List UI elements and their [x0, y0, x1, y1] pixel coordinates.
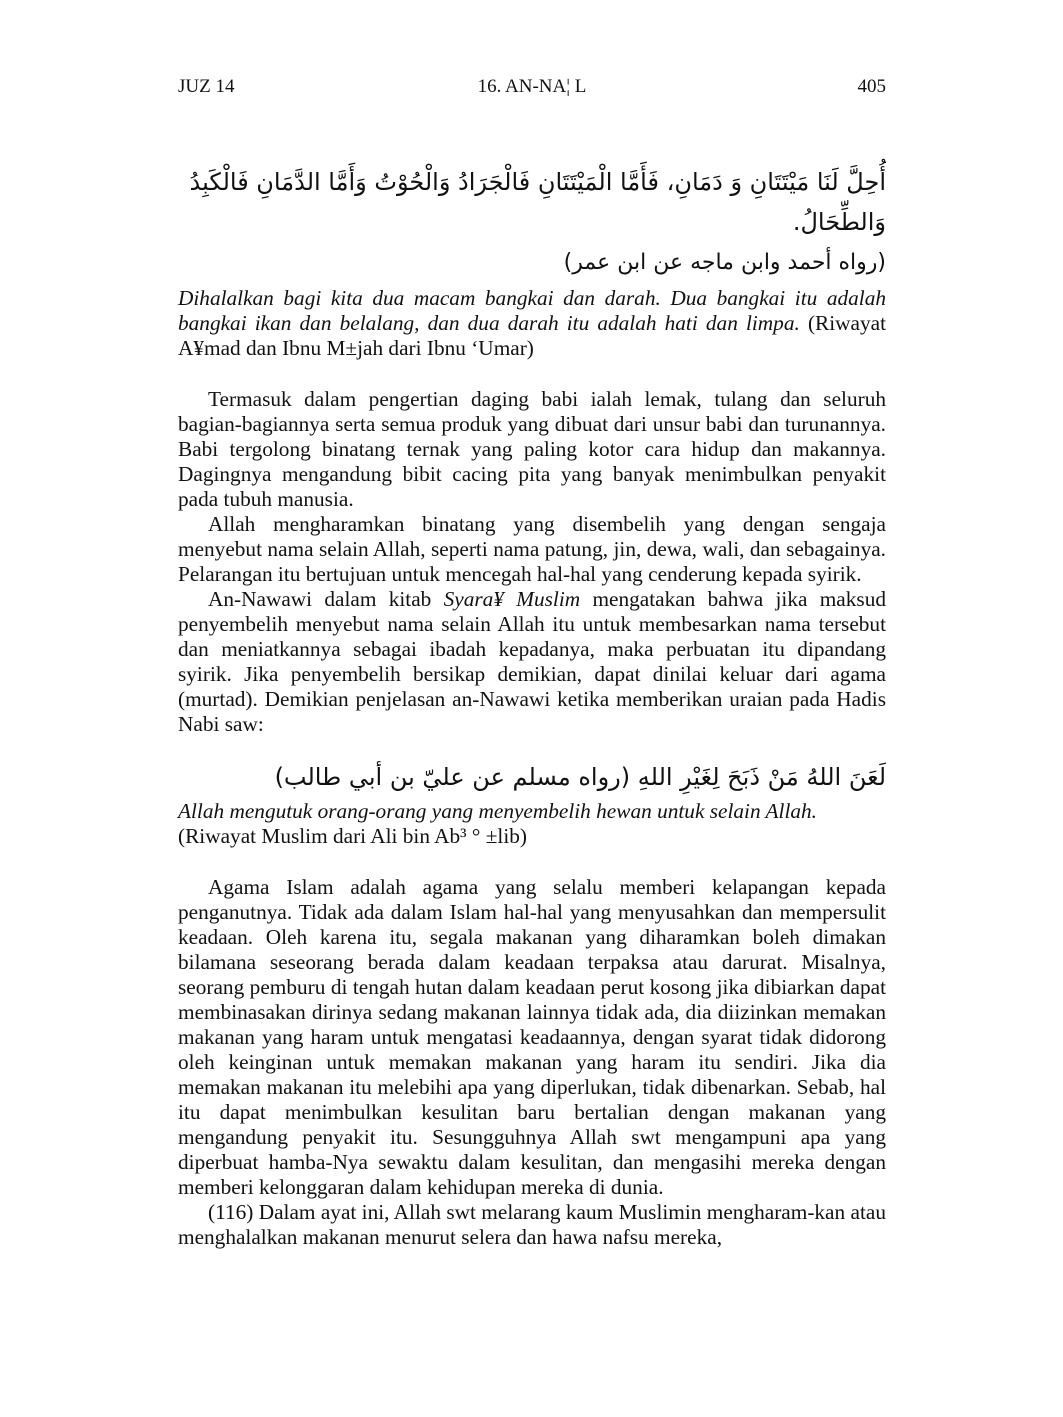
nawawi-intro: An-Nawawi dalam kitab [208, 587, 444, 611]
chapter-title: 16. AN-NA¦ L [477, 76, 587, 97]
paragraph-nawawi [178, 587, 886, 737]
hadith-arabic-2: لَعَنَ اللهُ مَنْ ذَبَحَ لِغَيْرِ اللهِ (رواه مسلم عن عليّ بن أبي طالب) [274, 763, 886, 791]
page-header [178, 76, 886, 100]
paragraph-slaughter: Allah mengharamkan binatang yang disembelih yang dengan sengaja menyebut nama selain Allah, seperti nama patung, jin, dewa, wali, dan sebagainya. Pelarangan itu bertujuan untuk mencegah hal-hal yang cenderung kepada syirik. [178, 512, 886, 586]
page-number: 405 [857, 76, 886, 97]
hadith-translation-2 [178, 799, 886, 849]
nawawi-body: mengatakan bahwa jika maksud penyembelih menyebut nama selain Allah itu untuk membesarkan nama tersebut dan meniatkannya sebagai ibadah kepadanya, maka perbuatan itu dipandang syirik. Jika penyembelih bersikap demikian, dapat dinilai keluar dari agama (murtad). Demikian penjelasan an-Nawawi ketika memberikan uraian pada Hadis Nabi saw: [178, 587, 886, 736]
hadith-arabic-1: أُحِلَّ لَنَا مَيْتَتَانِ وَ دَمَانِ، فَأَمَّا الْمَيْتَتَانِ فَالْجَرَادُ وَالْحُوْتُ وَأَمَّا الدَّمَانِ فَالْكَبِدُ وَالطِّحَالُ. [189, 168, 886, 236]
paragraph-pork: Termasuk dalam pengertian daging babi ialah lemak, tulang dan seluruh bagian-bagiannya serta semua produk yang dibuat dari unsur babi dan turunannya. Babi tergolong binatang ternak yang paling kotor cara hidup dan makannya. Dagingnya mengandung bibit cacing pita yang banyak menimbulkan penyakit pada tubuh manusia. [178, 387, 886, 511]
translation-source-1: (Riwayat A¥mad dan Ibnu M±jah dari Ibnu ‘Umar) [178, 311, 887, 360]
paragraph-darurat: Agama Islam adalah agama yang selalu memberi kelapangan kepada penganutnya. Tidak ada dalam Islam hal-hal yang menyusahkan dan mempersulit keadaan. Oleh karena itu, segala makanan yang diharamkan boleh dimakan bilamana seseorang berada dalam keadaan terpaksa atau darurat. Misalnya, seorang pemburu di tengah hutan dalam keadaan perut kosong jika dibiarkan dapat membinasakan dirinya sedang makanan lainnya tidak ada, dia diizinkan memakan makanan yang haram untuk mengatasi keadaannya, dengan syarat tidak didorong oleh keinginan untuk memakan makanan yang haram itu sendiri. Jika dia memakan makanan itu melebihi apa yang diperlukan, tidak dibenarkan. Sebab, hal itu dapat menimbulkan kesulitan baru bertalian dengan makanan yang mengandung penyakit itu. Sesungguhnya Allah swt mengampuni apa yang diperbuat hamba-Nya sewaktu dalam kesulitan, dan mengasihi mereka dengan memberi kelonggaran dalam kehidupan mereka di dunia. [178, 875, 886, 1199]
page-body [178, 162, 886, 1250]
hadith-narration-1: (رواه أحمد وابن ماجه عن ابن عمر) [563, 250, 886, 275]
book-title: Syara¥ Muslim [443, 587, 581, 611]
translation-text-2: Allah mengutuk orang-orang yang menyembelih hewan untuk selain Allah. [178, 799, 817, 823]
translation-source-2: (Riwayat Muslim dari Ali bin Ab³ ° ±lib) [178, 824, 527, 848]
paragraph-verse-116: (116) Dalam ayat ini, Allah swt melarang kaum Muslimin mengharam-kan atau menghalalkan makanan menurut selera dan hawa nafsu mereka, [178, 1200, 886, 1249]
hadith-translation-1 [178, 286, 886, 361]
juz-label: JUZ 14 [178, 76, 235, 97]
translation-text-1: Dihalalkan bagi kita dua macam bangkai dan darah. Dua bangkai itu adalah bangkai ikan dan belalang, dan dua darah itu adalah hati dan limpa. [178, 286, 886, 335]
